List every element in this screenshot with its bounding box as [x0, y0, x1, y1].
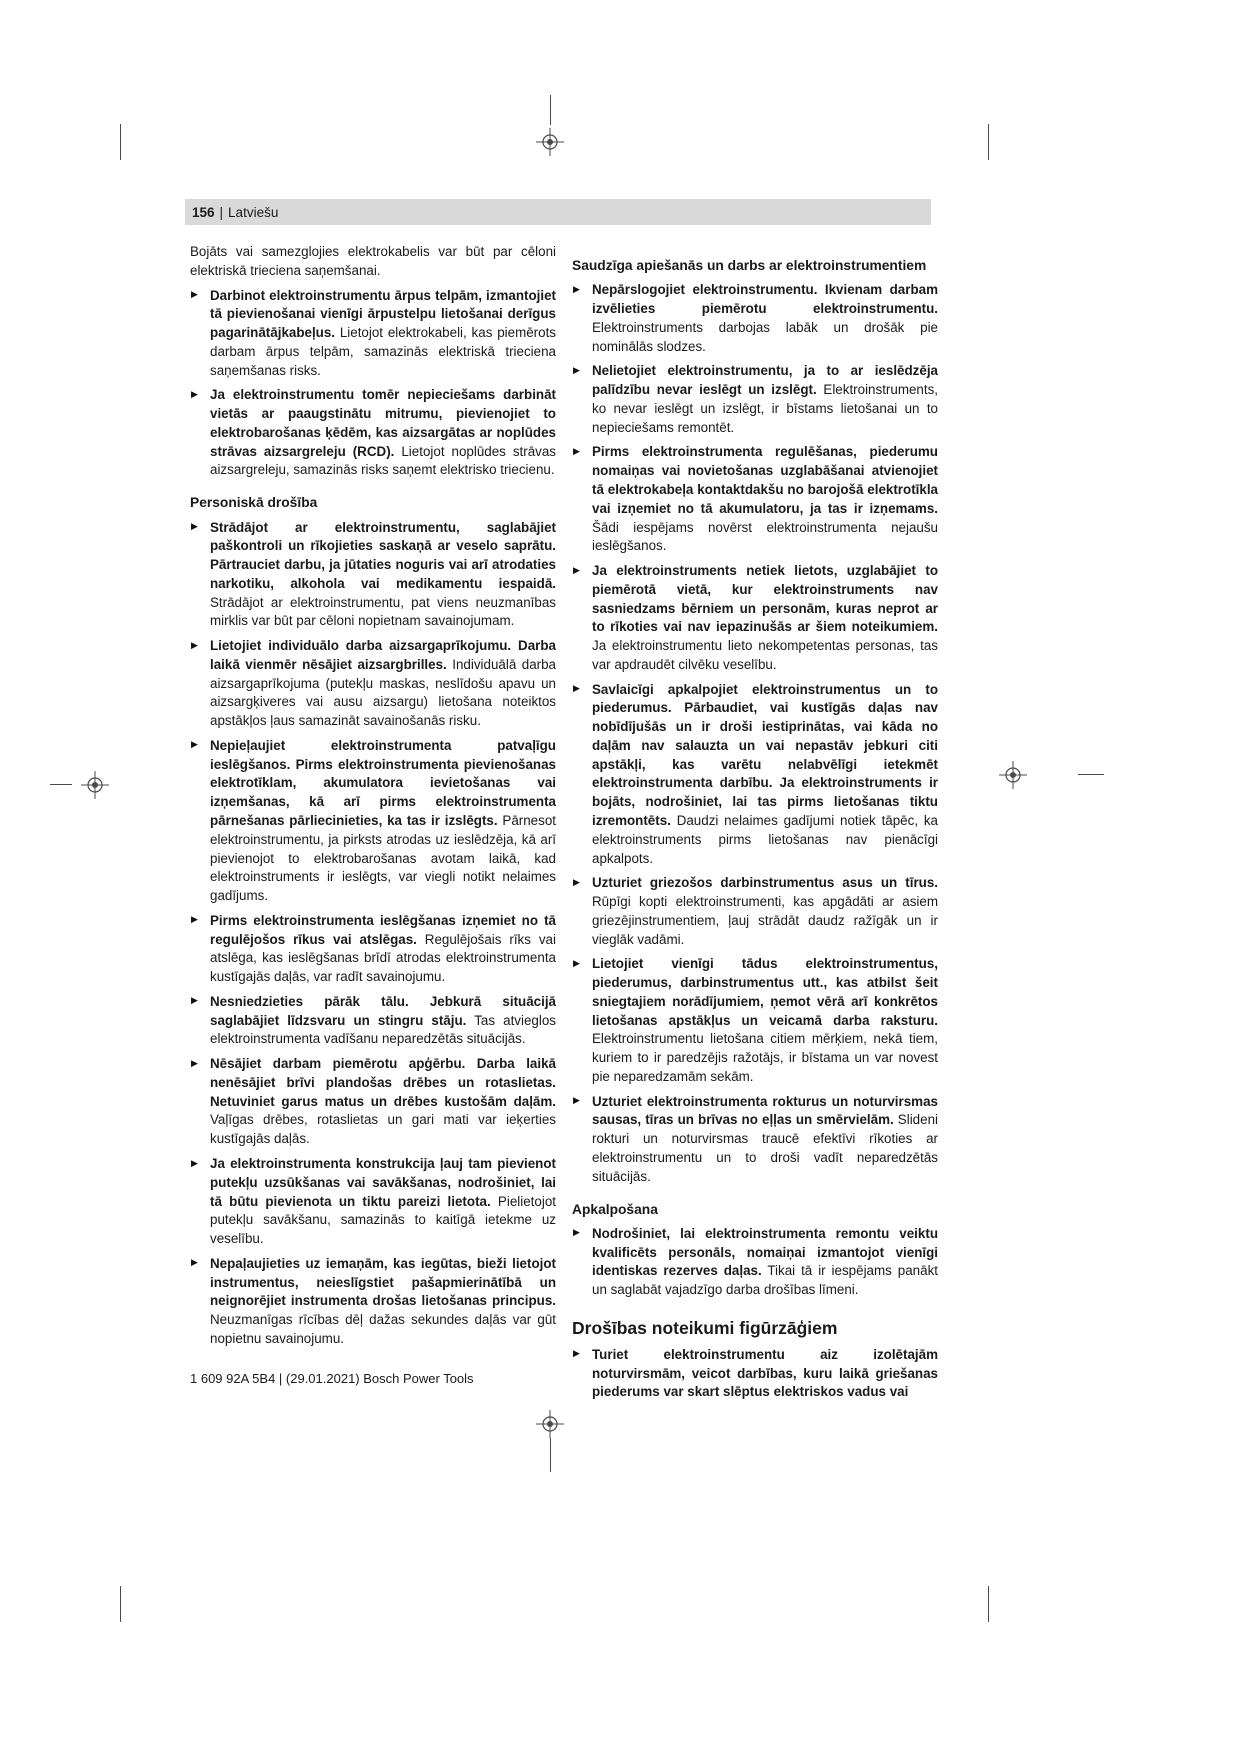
bullet-triangle-icon: ▶ — [573, 876, 580, 887]
bullet-triangle-icon: ▶ — [191, 1157, 198, 1168]
bullet-triangle-icon: ▶ — [191, 1257, 198, 1268]
content-columns — [190, 243, 938, 1402]
bullet-text: Savlaicīgi apkalpojiet elektroinstrumentus un to piederumus. Pārbaudiet, vai kustīgās daļas nav nobīdījušās un ir droši iestiprinātas, vai kāda no daļām nav salauzta un vai nepastāv jebkuri citi apstākļi, kas varētu nelabvēlīgi ietekmēt elektroinstrumenta darbību. Ja elektroinstruments ir bojāts, nodrošiniet, lai tas pirms lietošanas tiktu izremontēts. Daudzi nelaimes gadījumi notiek tāpēc, ka elektroinstruments pirms lietošanas nav pienācīgi apkalpots. — [592, 681, 938, 866]
crop-mark — [988, 124, 989, 160]
crop-mark — [1078, 774, 1104, 775]
bullet-text: Uzturiet elektroinstrumenta rokturus un noturvirsmas sausas, tīras un brīvas no eļļas un smērvielām. Slideni rokturi un noturvirsmas traucē efektīvi rīkoties ar elektroinstrumentu un to droši vadīt neparedzētās situācijās. — [592, 1093, 938, 1184]
safety-bullet — [190, 1055, 556, 1149]
safety-bullet — [190, 386, 556, 480]
registration-mark-icon — [536, 1410, 564, 1438]
bullet-triangle-icon: ▶ — [191, 289, 198, 300]
crop-mark — [550, 1438, 551, 1472]
bullet-triangle-icon: ▶ — [573, 683, 580, 694]
bullet-text: Strādājot ar elektroinstrumentu, saglabājiet paškontroli un rīkojieties saskaņā ar veselo saprātu. Pārtrauciet darbu, ja jūtaties noguris vai arī atrodaties narkotiku, alkohola vai medikamentu iespaidā. Strādājot ar elektroinstrumentu, pat viens neuzmanības mirklis var būt par cēloni nopietnam savainojumam. — [210, 519, 556, 629]
bullet-text: Turiet elektroinstrumentu aiz izolētajām noturvirsmām, veicot darbības, kuru laikā griešanas piederums var skart slēptus elektriskos vadus vai — [592, 1346, 938, 1400]
safety-bullet — [572, 681, 938, 869]
bullet-text: Ja elektroinstrumentu tomēr nepieciešams darbināt vietās ar paaugstinātu mitrumu, pievienojiet to elektrobarošanas ķēdēm, kas aizsargātas ar noplūdes strāvas aizsargreleju (RCD). Lietojot noplūdes strāvas aizsargreleju, samazinās risks saņemt elektrisko triecienu. — [210, 387, 557, 478]
bullet-triangle-icon: ▶ — [573, 364, 580, 375]
bullet-triangle-icon: ▶ — [191, 639, 198, 650]
safety-bullet — [190, 737, 556, 906]
bullet-triangle-icon: ▶ — [573, 957, 580, 968]
bullet-text: Nepaļaujieties uz iemaņām, kas iegūtas, bieži lietojot instrumentus, neieslīgstiet pašapmierinātībā un neignorējiet instrumenta drošas lietošanas principus. Neuzmanīgas rīcības dēļ dažas sekundes daļās var gūt nopietnu savainojumu. — [210, 1255, 556, 1346]
safety-bullet — [572, 562, 938, 675]
bullet-triangle-icon: ▶ — [191, 914, 198, 925]
bullet-text: Nepieļaujiet elektroinstrumenta patvaļīgu ieslēgšanos. Pirms elektroinstrumenta pievienošanas elektrotīklam, akumulatora ievietošanas vai izņemšanas, kā arī pirms elektroinstrumenta pārnešanas pārliecinieties, ka tas ir izslēgts. Pārnesot elektroinstrumentu, ja pirksts atrodas uz ieslēdzēja, kā arī pievienojot to elektrobarošanas avotam laikā, kad elektroinstruments ir ieslēgts, var viegli notikt nelaimes gadījums. — [210, 737, 556, 904]
bullet-triangle-icon: ▶ — [573, 283, 580, 294]
page-header — [185, 199, 931, 225]
safety-bullet — [190, 912, 556, 987]
section-heading: Personiskā drošība — [190, 495, 318, 511]
bullet-text: Nesniedzieties pārāk tālu. Jebkurā situācijā saglabājiet līdzsvaru un stingru stāju. Tas atvieglos elektroinstrumenta vadīšanu neparedzētās situācijās. — [210, 993, 556, 1047]
safety-bullet — [572, 1093, 938, 1187]
column-right — [572, 243, 938, 1402]
safety-bullet — [190, 1155, 556, 1249]
page-footer: 1 609 92A 5B4 | (29.01.2021) Bosch Power Tools — [190, 1371, 474, 1386]
safety-bullet — [190, 519, 556, 632]
crop-mark — [120, 1586, 121, 1622]
chapter-heading: Drošības noteikumi figūrzāģiem — [572, 1317, 838, 1338]
crop-mark — [50, 784, 72, 785]
crop-mark — [550, 95, 551, 125]
bullet-triangle-icon: ▶ — [573, 1348, 580, 1359]
bullet-text: Ja elektroinstruments netiek lietots, uzglabājiet to piemērotā vietā, kur elektroinstruments nav sasniedzams bērniem un personām, kuras neprot ar to rīkoties vai nav iepazinušās ar šiem noteikumiem. Ja elektroinstrumentu lieto nekompetentas personas, tas var apdraudēt cilvēku veselību. — [592, 563, 938, 672]
bullet-triangle-icon: ▶ — [191, 995, 198, 1006]
bullet-triangle-icon: ▶ — [191, 388, 198, 399]
bullet-triangle-icon: ▶ — [573, 564, 580, 575]
section-heading: Apkalpošana — [572, 1201, 658, 1217]
crop-mark — [120, 124, 121, 160]
safety-bullet — [572, 874, 938, 949]
safety-bullet — [572, 1225, 938, 1300]
safety-bullet — [572, 281, 938, 356]
bullet-text: Lietojiet vienīgi tādus elektroinstrumentus, piederumus, darbinstrumentus utt., kas atbilst šeit sniegtajiem norādījumiem, ņemot vērā arī konkrētos lietošanas apstākļus un veicamā darba raksturu. Elektroinstrumentu lietošana citiem mērķiem, nekā tiem, kuriem to ir paredzējis ražotājs, ir bīstama un var novest pie neparedzamām sekām. — [592, 956, 938, 1084]
bullet-text: Ja elektroinstrumenta konstrukcija ļauj tam pievienot putekļu uzsūkšanas vai savākšanas, nodrošiniet, lai tā būtu pievienota un tiktu pareizi lietota. Pielietojot putekļu savākšanu, samazinās to kaitīgā ietekme uz veselību. — [210, 1156, 556, 1247]
bullet-text: Pirms elektroinstrumenta ieslēgšanas izņemiet no tā regulējošos rīkus vai atslēgas. Regulējošais rīks vai atslēga, kas ieslēgšanas brīdī atrodas elektroinstrumenta kustīgajās daļās, var radīt savainojumu. — [210, 912, 556, 985]
bullet-text: Darbinot elektroinstrumentu ārpus telpām, izmantojiet tā pievienošanai vienīgi ārpustelpu lietošanai derīgus pagarinātājkabeļus. Lietojot elektrokabeli, kas piemērots darbam ārpus telpām, samazinās elektriskā trieciena saņemšanas risks. — [210, 287, 556, 378]
bullet-triangle-icon: ▶ — [573, 1227, 580, 1238]
bullet-triangle-icon: ▶ — [573, 445, 580, 456]
bullet-text: Uzturiet griezošos darbinstrumentus asus un tīrus. Rūpīgi kopti elektroinstrumenti, kas apgādāti ar asiem griezējinstrumentiem, ļauj strādāt daudz ražīgāk un ir vieglāk vadāmi. — [592, 875, 938, 947]
bullet-triangle-icon: ▶ — [191, 1057, 198, 1068]
safety-bullet — [190, 993, 556, 1049]
bullet-text: Pirms elektroinstrumenta regulēšanas, piederumu nomaiņas vai novietošanas uzglabāšanai atvienojiet tā elektrokabeļa kontaktdakšu no barojošā elektrotīkla vai izņemiet no tā akumulatoru, ja tas ir izņemams. Šādi iespējams novērst elektroinstrumenta nejaušu ieslēgšanos. — [592, 444, 938, 554]
bullet-text: Nepārslogojiet elektroinstrumentu. Ikvienam darbam izvēlieties piemērotu elektroinstrumentu. Elektroinstruments darbojas labāk un drošāk pie nominālās slodzes. — [592, 282, 938, 354]
safety-bullet — [190, 287, 556, 381]
paragraph: Bojāts vai samezglojies elektrokabelis var būt par cēloni elektriskā trieciena saņemšanai. — [190, 244, 556, 278]
page-number: 156 — [192, 204, 215, 220]
bullet-triangle-icon: ▶ — [573, 1095, 580, 1106]
section-heading: Saudzīga apiešanās un darbs ar elektroinstrumentiem — [572, 258, 927, 273]
header-language: Latviešu — [228, 204, 279, 220]
header-separator: | — [219, 204, 224, 220]
safety-bullet — [572, 443, 938, 556]
bullet-text: Nodrošiniet, lai elektroinstrumenta remontu veiktu kvalificēts personāls, nomaiņai izmantojot vienīgi identiskas rezerves daļas. Tikai tā ir iespējams panākt un saglabāt vajadzīgo darba drošības līmeni. — [592, 1225, 938, 1298]
bullet-text: Lietojiet individuālo darba aizsargaprīkojumu. Darba laikā vienmēr nēsājiet aizsargbrilles. Individuālā darba aizsargaprīkojuma (putekļu maskas, neslīdošu apavu un aizsargķiveres vai ausu aizsargu) lietošana noteiktos apstākļos ļaus samazināt savainošanās risku. — [210, 638, 556, 729]
bullet-text: Nelietojiet elektroinstrumentu, ja to ar ieslēdzēja palīdzību nevar ieslēgt un izslēgt. Elektroinstruments, ko nevar ieslēgt un izslēgt, ir bīstams lietošanai un to nepieciešams remontēt. — [592, 363, 939, 435]
safety-bullet — [572, 955, 938, 1086]
bullet-triangle-icon: ▶ — [191, 739, 198, 750]
safety-bullet — [572, 362, 938, 437]
safety-bullet — [190, 637, 556, 731]
crop-mark — [988, 1586, 989, 1622]
column-left — [190, 243, 556, 1402]
bullet-text: Nēsājiet darbam piemērotu apģērbu. Darba laikā nenēsājiet brīvi plandošas drēbes un rotaslietas. Netuviniet garus matus un drēbes kustošām daļām. Vaļīgas drēbes, rotaslietas un gari mati var ieķerties kustīgajās daļās. — [210, 1056, 556, 1147]
bullet-triangle-icon: ▶ — [191, 521, 198, 531]
registration-mark-icon — [999, 761, 1027, 789]
safety-bullet — [572, 1346, 938, 1402]
registration-mark-icon — [81, 771, 109, 799]
registration-mark-icon — [536, 128, 564, 156]
safety-bullet — [190, 1255, 556, 1349]
